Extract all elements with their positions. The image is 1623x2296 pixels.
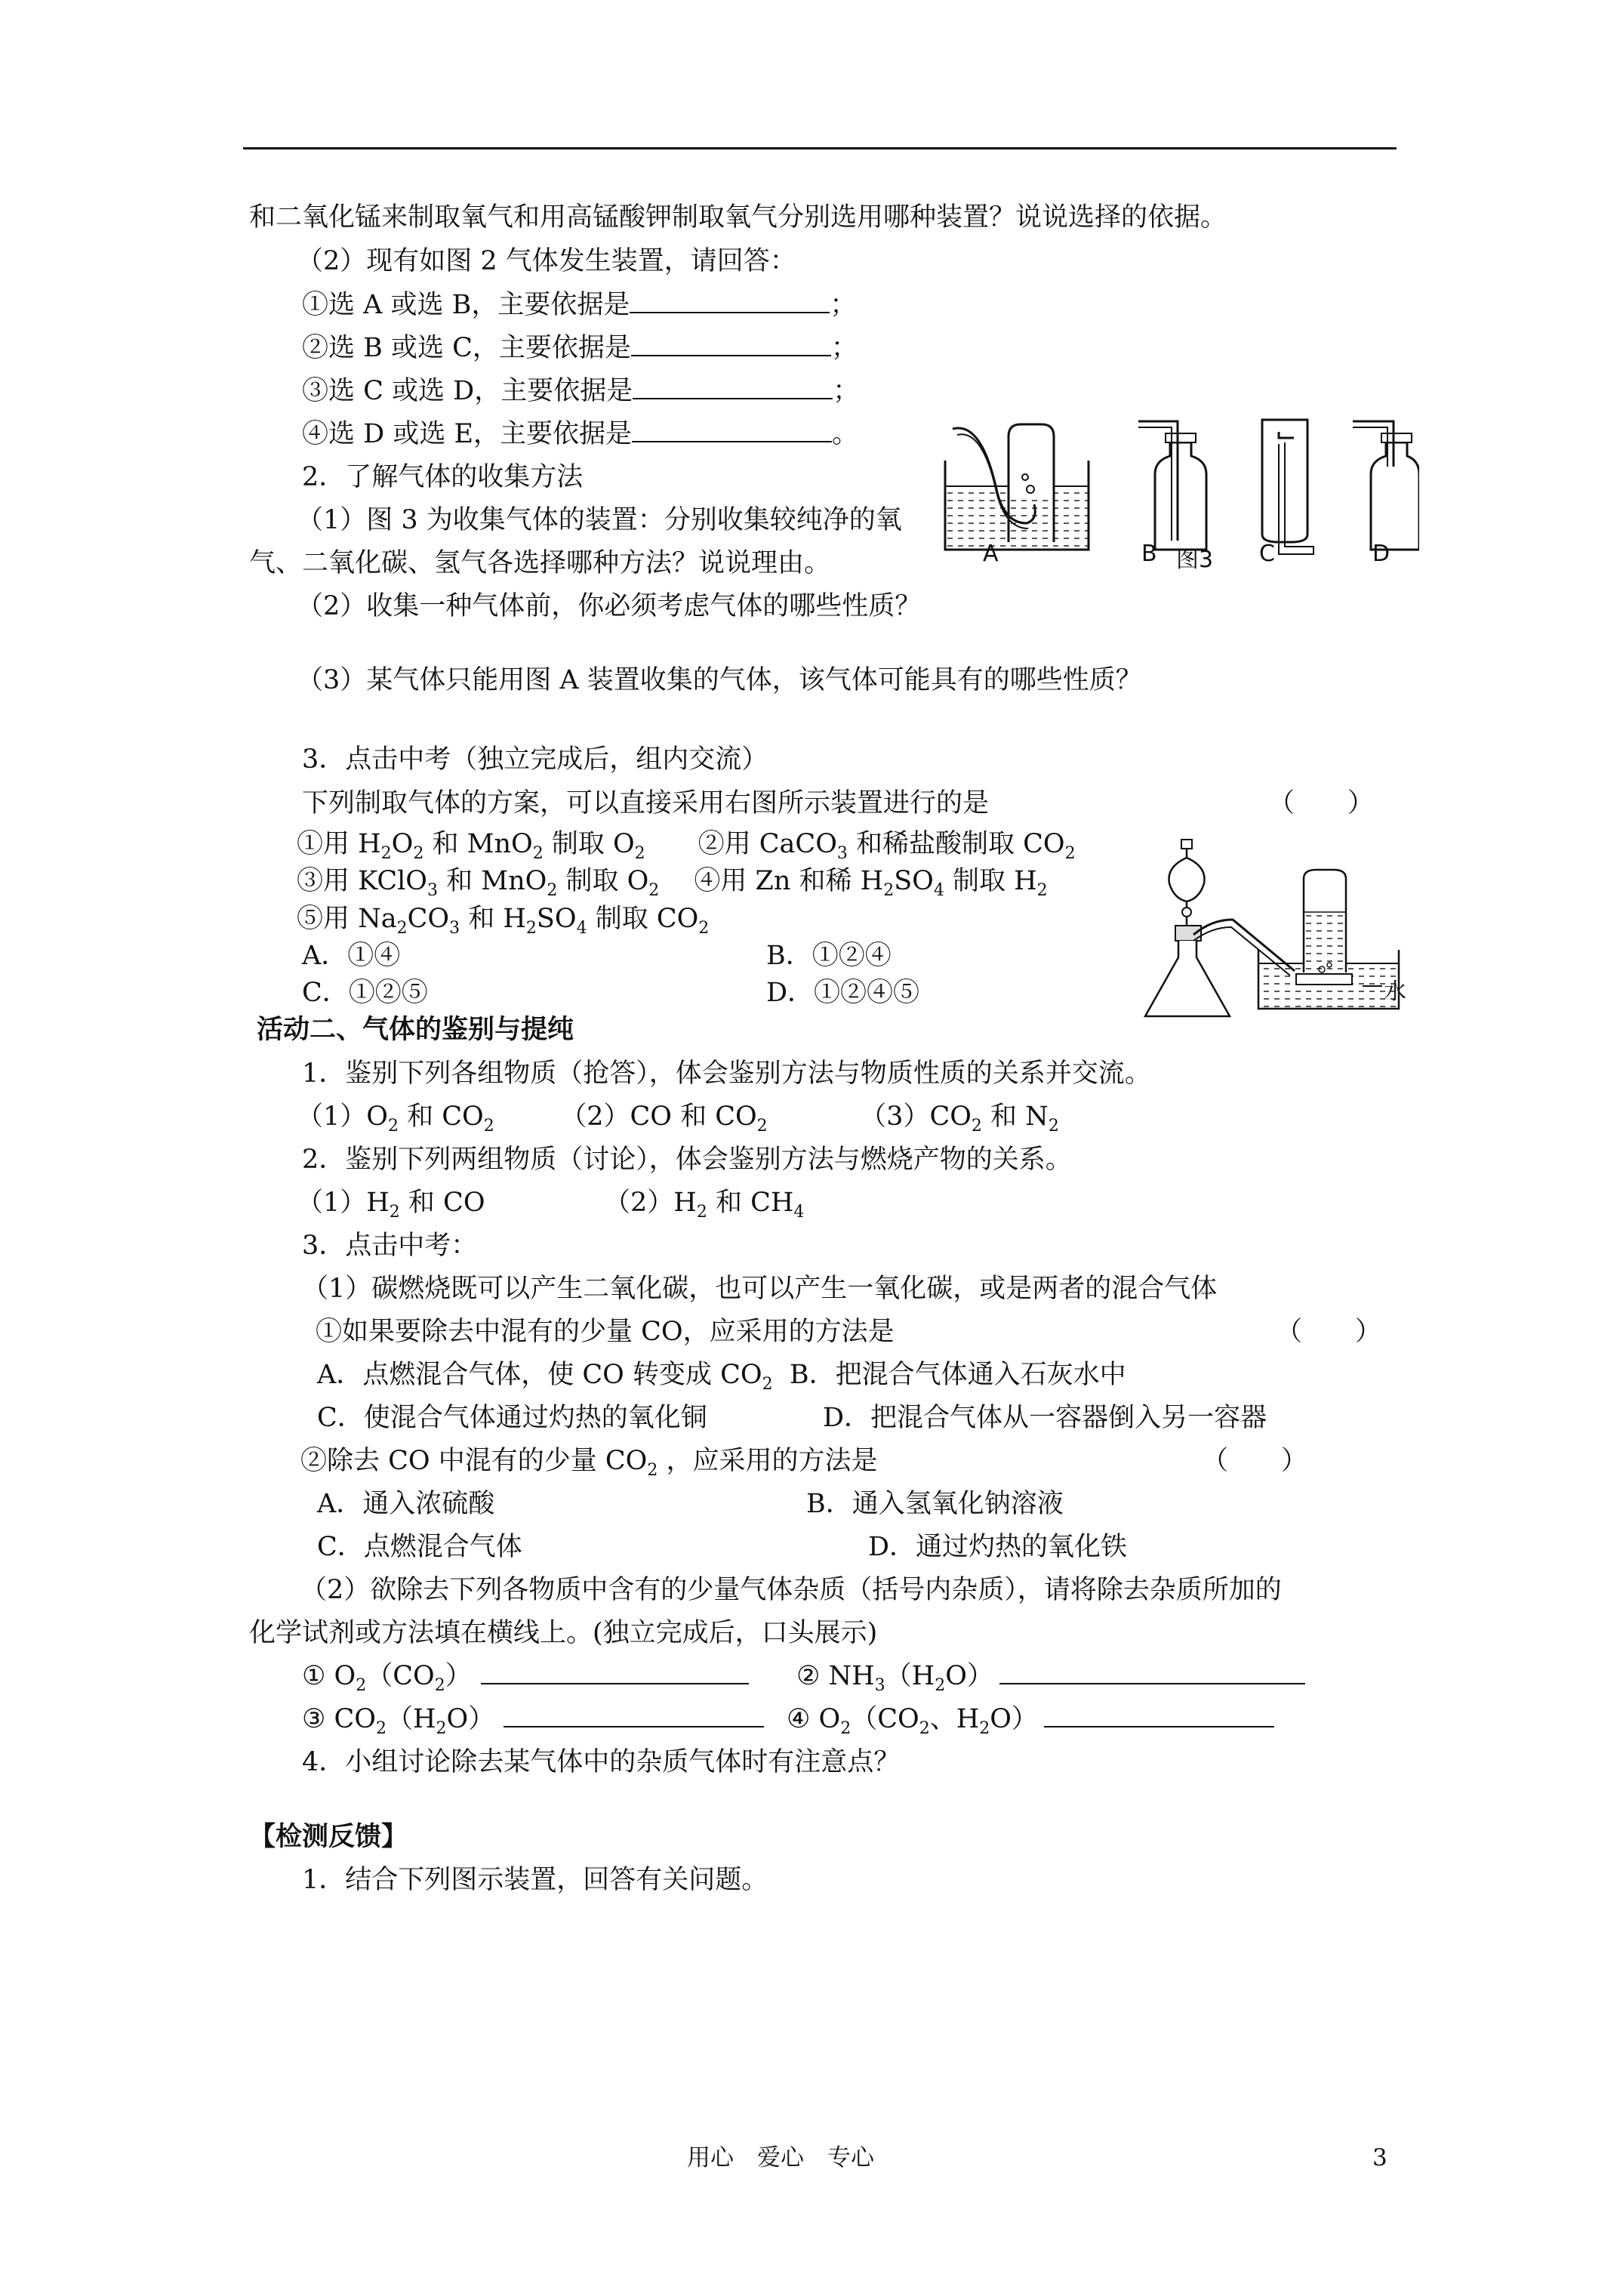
fs: 和 H — [460, 904, 526, 934]
text-line: （2）收集一种气体前，你必须考虑气体的哪些性质？ — [297, 591, 922, 621]
figure-caption: 图3 — [1176, 547, 1214, 573]
text-line: 2．了解气体的收集方法 — [302, 462, 584, 492]
fs: 、H — [929, 1704, 980, 1734]
fill-item — [787, 1701, 1274, 1737]
fs: （3）CO — [767, 1102, 972, 1132]
fs: 3 — [836, 844, 848, 863]
text-line: 气、二氧化碳、氢气各选择哪种方法？说说理由。 — [249, 548, 831, 578]
text-line: （2）现有如图 2 气体发生装置，请回答： — [297, 246, 796, 276]
answer-blank[interactable] — [999, 1660, 1305, 1684]
fs: O — [391, 829, 414, 859]
text-line: （3）某气体只能用图 A 装置收集的气体，该气体可能具有的哪些性质？ — [297, 665, 1142, 695]
answer-bracket: （ ） — [1268, 788, 1375, 818]
fs: 2 — [375, 1719, 387, 1738]
answer-blank[interactable] — [630, 289, 830, 313]
choice-c: C．①②⑤ — [302, 978, 428, 1008]
fs: O） — [990, 1704, 1038, 1734]
fs: 2 — [756, 1117, 768, 1136]
apparatus-c — [1262, 420, 1313, 554]
fs: 2 — [356, 1676, 367, 1695]
fs: 4 — [576, 919, 587, 938]
fill-item — [302, 1658, 749, 1694]
fs: ②除去 CO 中混有的少量 CO — [300, 1446, 648, 1476]
fs: 2 — [389, 1203, 400, 1222]
figure-label-b: B — [1141, 541, 1157, 567]
fs: ，应采用的方法是 — [658, 1446, 878, 1476]
text-line-formula — [297, 826, 1076, 862]
fs: 和 N — [981, 1102, 1049, 1132]
text-line: （1）碳燃烧既可以产生二氧化碳，也可以产生一氧化碳，或是两者的混合气体 — [302, 1274, 1218, 1304]
text-line: 3．点击中考（独立完成后，组内交流） — [302, 744, 768, 775]
fs: 2 — [547, 881, 558, 900]
figure-label-d: D — [1372, 541, 1390, 567]
choice-c: C．使混合气体通过灼热的氧化铜 — [317, 1403, 707, 1433]
fs: 3 — [427, 881, 439, 900]
question-line — [302, 287, 856, 323]
fs: 2 — [525, 919, 537, 938]
fs: 2 — [696, 1203, 707, 1222]
fs: SO — [894, 866, 934, 896]
fs: 2 — [883, 881, 895, 900]
question-text: ①选 A 或选 B，主要依据是 — [302, 290, 630, 320]
choice-d: D．把混合气体从一容器倒入另一容器 — [823, 1403, 1267, 1433]
answer-blank[interactable] — [1044, 1703, 1274, 1727]
fs: 制取 O — [557, 866, 649, 896]
fs: 和 MnO — [423, 829, 533, 859]
fs: 制取 O — [543, 829, 635, 859]
fs: 2 — [762, 1375, 773, 1394]
text-line: 1．鉴别下列各组物质（抢答），体会鉴别方法与物质性质的关系并交流。 — [302, 1059, 1151, 1089]
answer-blank[interactable] — [633, 375, 833, 399]
fs: 2 — [840, 1719, 852, 1738]
fs: 和 CH — [707, 1188, 794, 1218]
fs: CO — [407, 904, 450, 934]
fs: 2 — [1048, 1117, 1059, 1136]
fs: （H — [386, 1704, 436, 1734]
fs: （2）CO 和 CO — [494, 1102, 757, 1132]
fs: ④ O — [787, 1704, 841, 1734]
fs: （H — [885, 1661, 935, 1691]
fs: （CO — [366, 1661, 435, 1691]
fill-item — [302, 1701, 764, 1737]
answer-bracket: （ ） — [1202, 1446, 1308, 1476]
fs: A．点燃混合气体，使 CO 转变成 CO — [317, 1360, 762, 1390]
fill-item — [796, 1658, 1305, 1694]
fs: 2 — [1036, 881, 1048, 900]
fs: 2 — [413, 844, 424, 863]
fs: 制取 CO — [587, 904, 699, 934]
fs: 2 — [634, 844, 645, 863]
text-line-formula — [300, 1443, 877, 1479]
choice-a: A．①④ — [302, 941, 401, 971]
text-line: 化学试剂或方法填在横线上。(独立完成后，口头展示) — [249, 1618, 878, 1648]
text-line-formula — [297, 901, 709, 937]
fs: 2 — [434, 1676, 445, 1695]
page-number: 3 — [1372, 2144, 1387, 2171]
fs: O） — [945, 1661, 993, 1691]
text-line: 3．点击中考： — [302, 1231, 478, 1261]
fs: ④用 Zn 和稀 H — [659, 866, 884, 896]
fs: 制取 H — [944, 866, 1037, 896]
answer-blank[interactable] — [481, 1660, 749, 1684]
text-line: 和二氧化锰来制取氧气和用高锰酸钾制取氧气分别选用哪种装置？说说选择的依据。 — [249, 202, 1227, 233]
fs: 2 — [919, 1719, 930, 1738]
text-line-formula — [297, 1185, 804, 1221]
section-heading: 活动二、气体的鉴别与提纯 — [257, 1014, 574, 1045]
text-line-formula — [297, 1099, 1059, 1135]
text-line: 4．小组讨论除去某气体中的杂质气体时有注意点？ — [302, 1747, 901, 1777]
text-line: （2）欲除去下列各物质中含有的少量气体杂质（括号内杂质），请将除去杂质所加的 — [300, 1575, 1282, 1605]
fs: 2 — [483, 1117, 494, 1136]
fs: 2 — [396, 919, 408, 938]
collecting-bottle — [1296, 870, 1352, 985]
fs: ② NH — [796, 1661, 875, 1691]
question-line — [302, 416, 858, 452]
fs: （1）H — [297, 1188, 390, 1218]
fs: 2 — [698, 919, 710, 938]
text-line-formula — [297, 863, 1048, 899]
fs: 2 — [436, 1719, 447, 1738]
apparatus-a — [945, 424, 1089, 550]
text-line: （1）图 3 为收集气体的装置：分别收集较纯净的氧 — [297, 505, 902, 535]
fs: 2 — [1064, 844, 1076, 863]
choice-d: D．通过灼热的氧化铁 — [868, 1532, 1128, 1562]
fs: ⑤用 Na — [297, 904, 397, 934]
fs: 2 — [971, 1117, 982, 1136]
fs: ①用 H — [297, 829, 381, 859]
section-heading: 【检测反馈】 — [249, 1821, 408, 1852]
fs: ） — [445, 1661, 472, 1691]
text-line: 下列制取气体的方案，可以直接采用右图所示装置进行的是 — [302, 788, 990, 818]
punct: 。 — [832, 419, 859, 449]
choice-c: C．点燃混合气体 — [317, 1532, 522, 1562]
choice-b: B．①②④ — [766, 941, 892, 971]
answer-blank[interactable] — [632, 418, 832, 442]
fs: 和 CO （2）H — [399, 1188, 697, 1218]
text-line-formula — [317, 1357, 1126, 1393]
choice-d: D．①②④⑤ — [766, 978, 920, 1008]
choice-b: B．通入氢氧化钠溶液 — [806, 1489, 1064, 1519]
fs: 2 — [979, 1719, 990, 1738]
apparatus-d — [1353, 421, 1419, 550]
fs: 3 — [874, 1676, 885, 1695]
question-text: ②选 B 或选 C，主要依据是 — [302, 333, 631, 363]
fs: 2 — [532, 844, 544, 863]
text-line: ①如果要除去中混有的少量 CO，应采用的方法是 — [316, 1317, 895, 1347]
punct: ； — [830, 290, 857, 320]
figure-label-c: C — [1259, 541, 1275, 567]
fs: 2 — [380, 844, 392, 863]
punct: ； — [833, 376, 860, 406]
fs: 2 — [647, 1461, 658, 1480]
question-text: ③选 C 或选 D，主要依据是 — [302, 376, 633, 406]
fs: O） — [446, 1704, 495, 1734]
figure-gas-generation-apparatus — [1136, 837, 1423, 1025]
fs: ① O — [302, 1661, 356, 1691]
fs: 2 — [387, 1117, 399, 1136]
fs: B．把混合气体通入石灰水中 — [772, 1360, 1126, 1390]
fs: ③ CO — [302, 1704, 376, 1734]
fs: 2 — [935, 1676, 946, 1695]
fs: 3 — [449, 919, 460, 938]
water-label: 水 — [1384, 978, 1406, 1005]
figure-label-a: A — [983, 541, 999, 567]
apparatus-b — [1138, 421, 1206, 550]
fs: 2 — [648, 881, 660, 900]
fs: SO — [536, 904, 577, 934]
answer-bracket: （ ） — [1276, 1317, 1382, 1347]
choice-a: A．通入浓硫酸 — [317, 1489, 495, 1519]
text-line: 2．鉴别下列两组物质（讨论），体会鉴别方法与燃烧产物的关系。 — [302, 1145, 1072, 1175]
answer-blank[interactable] — [631, 332, 831, 356]
question-line — [302, 373, 859, 409]
punct: ； — [830, 333, 858, 363]
fs: 和稀盐酸制取 CO — [847, 829, 1065, 859]
header-rule — [243, 147, 1397, 149]
question-text: ④选 D 或选 E，主要依据是 — [302, 419, 632, 449]
text-line: 1．结合下列图示装置，回答有关问题。 — [302, 1865, 768, 1895]
figure-3-collection-apparatus — [936, 399, 1419, 572]
fs: 4 — [793, 1203, 805, 1222]
fs: ②用 CaCO — [645, 829, 837, 859]
fs: （1）O — [297, 1102, 388, 1132]
fs: 4 — [933, 881, 944, 900]
fs: 和 CO — [398, 1102, 484, 1132]
answer-blank[interactable] — [504, 1703, 764, 1727]
footer-motto: 用心 爱心 专心 — [687, 2144, 874, 2171]
fs: 和 MnO — [438, 866, 547, 896]
fs: （CO — [851, 1704, 919, 1734]
fs: ③用 KClO — [297, 866, 428, 896]
question-line — [302, 330, 858, 366]
